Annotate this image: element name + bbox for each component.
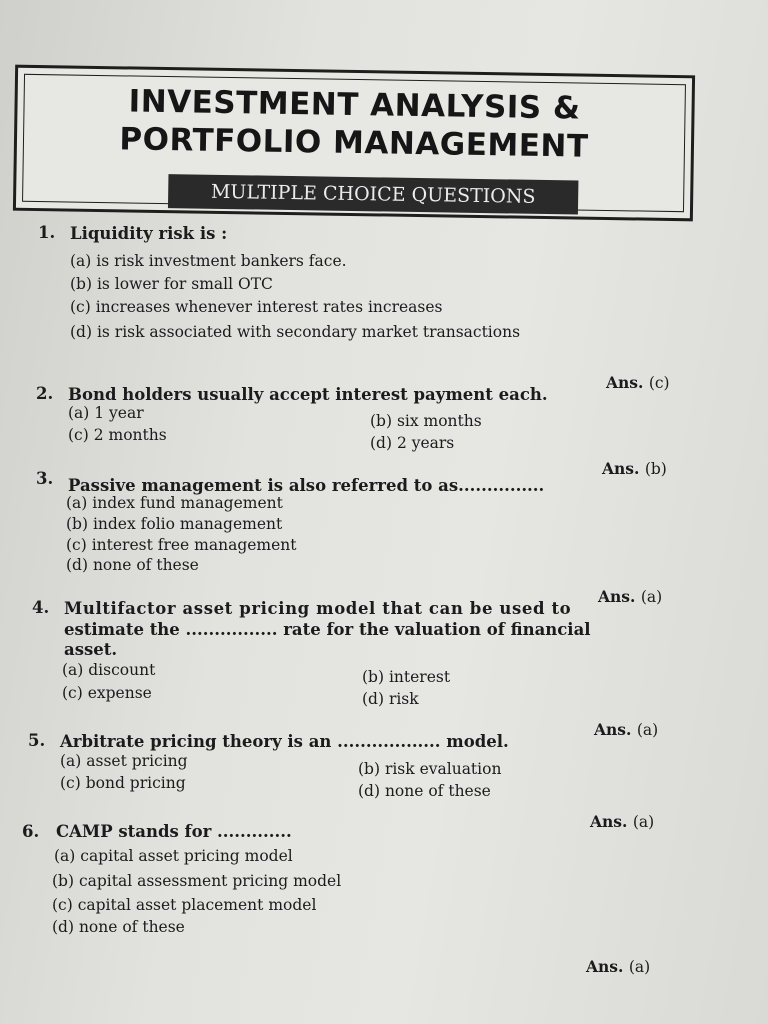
answer: Ans. (a): [586, 957, 651, 976]
option-a: (a) asset pricing: [60, 752, 188, 770]
answer: Ans. (b): [602, 459, 667, 478]
option-c: (c) bond pricing: [60, 774, 186, 792]
option-b: (b) index folio management: [66, 515, 283, 533]
question-number: 3.: [36, 469, 54, 488]
question-number: 1.: [38, 223, 56, 242]
title-line-1: INVESTMENT ANALYSIS &: [128, 83, 581, 127]
option-c: (c) capital asset placement model: [52, 896, 317, 914]
question-stem: Arbitrate pricing theory is an .................. model.: [60, 732, 509, 751]
question-stem: CAMP stands for .............: [56, 822, 292, 841]
title-box: [13, 65, 695, 222]
question-number: 2.: [36, 384, 54, 403]
option-b: (b) risk evaluation: [358, 760, 502, 778]
section-banner: MULTIPLE CHOICE QUESTIONS: [168, 174, 578, 214]
option-b: (b) is lower for small OTC: [70, 275, 273, 293]
option-c: (c) interest free management: [66, 536, 297, 554]
answer: Ans. (a): [598, 587, 663, 606]
question-number: 4.: [32, 598, 50, 617]
option-c: (c) expense: [62, 684, 152, 702]
option-d: (d) none of these: [66, 556, 199, 574]
option-a: (a) capital asset pricing model: [54, 847, 293, 865]
answer: Ans. (c): [606, 373, 670, 392]
option-a: (a) discount: [62, 661, 156, 679]
answer: Ans. (a): [594, 720, 659, 739]
question-stem-line-3: asset.: [64, 640, 118, 659]
option-c: (c) increases whenever interest rates increases: [70, 298, 443, 316]
option-d: (d) is risk associated with secondary market transactions: [70, 323, 521, 341]
option-a: (a) 1 year: [68, 404, 144, 422]
question-stem: Bond holders usually accept interest payment each.: [68, 385, 548, 404]
option-d: (d) none of these: [52, 918, 185, 936]
option-b: (b) interest: [362, 668, 451, 686]
option-b: (b) six months: [370, 412, 482, 430]
question-stem-line-1: Multifactor asset pricing model that can be used to: [64, 599, 572, 618]
title-line-2: PORTFOLIO MANAGEMENT: [119, 121, 589, 165]
option-d: (d) none of these: [358, 782, 491, 800]
question-number: 6.: [22, 822, 40, 841]
question-number: 5.: [28, 731, 46, 750]
option-d: (d) 2 years: [370, 434, 455, 452]
option-a: (a) index fund management: [66, 494, 283, 512]
question-stem: Passive management is also referred to as...............: [68, 476, 545, 495]
question-stem-line-2: estimate the ................ rate for the valuation of financial: [64, 620, 591, 639]
answer: Ans. (a): [590, 812, 655, 831]
option-b: (b) capital assessment pricing model: [52, 872, 342, 890]
option-c: (c) 2 months: [68, 426, 167, 444]
option-d: (d) risk: [362, 690, 419, 708]
option-a: (a) is risk investment bankers face.: [70, 252, 347, 270]
question-stem: Liquidity risk is :: [70, 224, 228, 243]
